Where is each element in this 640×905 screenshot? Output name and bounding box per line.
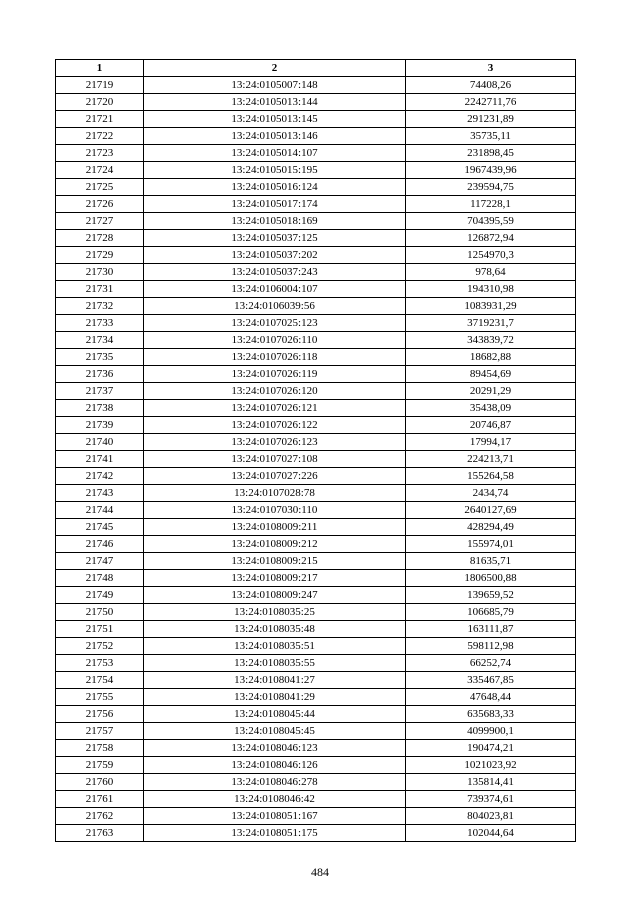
cadastral-number-cell: 13:24:0108035:25 <box>144 604 406 621</box>
table-row <box>56 128 576 145</box>
cadastral-number-cell: 13:24:0107028:78 <box>144 485 406 502</box>
value-cell: 17994,17 <box>406 434 576 451</box>
table-row <box>56 145 576 162</box>
column-header-value: 3 <box>406 60 576 77</box>
value-cell: 35735,11 <box>406 128 576 145</box>
value-cell: 35438,09 <box>406 400 576 417</box>
table-row <box>56 417 576 434</box>
row-number-cell: 21752 <box>56 638 144 655</box>
table-row <box>56 298 576 315</box>
value-cell: 1967439,96 <box>406 162 576 179</box>
table-row <box>56 808 576 825</box>
row-number-cell: 21739 <box>56 417 144 434</box>
cadastral-number-cell: 13:24:0108009:247 <box>144 587 406 604</box>
table-row <box>56 536 576 553</box>
cadastral-number-cell: 13:24:0108041:29 <box>144 689 406 706</box>
row-number-cell: 21738 <box>56 400 144 417</box>
cadastral-number-cell: 13:24:0108035:55 <box>144 655 406 672</box>
cadastral-number-cell: 13:24:0106039:56 <box>144 298 406 315</box>
row-number-cell: 21748 <box>56 570 144 587</box>
table-row <box>56 451 576 468</box>
table-row <box>56 604 576 621</box>
row-number-cell: 21756 <box>56 706 144 723</box>
value-cell: 20746,87 <box>406 417 576 434</box>
cadastral-number-cell: 13:24:0108046:42 <box>144 791 406 808</box>
table-row <box>56 587 576 604</box>
row-number-cell: 21744 <box>56 502 144 519</box>
table-row <box>56 740 576 757</box>
value-cell: 704395,59 <box>406 213 576 230</box>
row-number-cell: 21733 <box>56 315 144 332</box>
table-row <box>56 655 576 672</box>
value-cell: 117228,1 <box>406 196 576 213</box>
table-row <box>56 230 576 247</box>
table-row <box>56 111 576 128</box>
cadastral-number-cell: 13:24:0108046:123 <box>144 740 406 757</box>
cadastral-number-cell: 13:24:0107030:110 <box>144 502 406 519</box>
row-number-cell: 21728 <box>56 230 144 247</box>
cadastral-number-cell: 13:24:0105037:125 <box>144 230 406 247</box>
value-cell: 291231,89 <box>406 111 576 128</box>
table-row <box>56 162 576 179</box>
value-cell: 231898,45 <box>406 145 576 162</box>
value-cell: 1254970,3 <box>406 247 576 264</box>
row-number-cell: 21760 <box>56 774 144 791</box>
row-number-cell: 21719 <box>56 77 144 94</box>
cadastral-number-cell: 13:24:0105015:195 <box>144 162 406 179</box>
table-row <box>56 485 576 502</box>
value-cell: 739374,61 <box>406 791 576 808</box>
cadastral-number-cell: 13:24:0107026:120 <box>144 383 406 400</box>
cadastral-number-cell: 13:24:0107026:121 <box>144 400 406 417</box>
cadastral-number-cell: 13:24:0107026:123 <box>144 434 406 451</box>
cadastral-number-cell: 13:24:0105037:243 <box>144 264 406 281</box>
cadastral-number-cell: 13:24:0108009:217 <box>144 570 406 587</box>
row-number-cell: 21727 <box>56 213 144 230</box>
value-cell: 598112,98 <box>406 638 576 655</box>
table-row <box>56 213 576 230</box>
cadastral-number-cell: 13:24:0108035:51 <box>144 638 406 655</box>
cadastral-number-cell: 13:24:0108035:48 <box>144 621 406 638</box>
row-number-cell: 21753 <box>56 655 144 672</box>
value-cell: 2242711,76 <box>406 94 576 111</box>
row-number-cell: 21736 <box>56 366 144 383</box>
cadastral-number-cell: 13:24:0108051:175 <box>144 825 406 842</box>
value-cell: 1083931,29 <box>406 298 576 315</box>
value-cell: 163111,87 <box>406 621 576 638</box>
cadastral-number-cell: 13:24:0107026:110 <box>144 332 406 349</box>
row-number-cell: 21749 <box>56 587 144 604</box>
cadastral-number-cell: 13:24:0105013:146 <box>144 128 406 145</box>
table-row <box>56 553 576 570</box>
row-number-cell: 21750 <box>56 604 144 621</box>
row-number-cell: 21754 <box>56 672 144 689</box>
cadastral-number-cell: 13:24:0108009:211 <box>144 519 406 536</box>
table-row <box>56 570 576 587</box>
table-row <box>56 621 576 638</box>
table-row <box>56 281 576 298</box>
row-number-cell: 21763 <box>56 825 144 842</box>
value-cell: 66252,74 <box>406 655 576 672</box>
cadastral-number-cell: 13:24:0107026:118 <box>144 349 406 366</box>
cadastral-number-cell: 13:24:0108041:27 <box>144 672 406 689</box>
table-row <box>56 519 576 536</box>
value-cell: 20291,29 <box>406 383 576 400</box>
table-row <box>56 825 576 842</box>
row-number-cell: 21759 <box>56 757 144 774</box>
row-number-cell: 21743 <box>56 485 144 502</box>
value-cell: 428294,49 <box>406 519 576 536</box>
row-number-cell: 21758 <box>56 740 144 757</box>
table-row <box>56 383 576 400</box>
row-number-cell: 21720 <box>56 94 144 111</box>
cadastral-number-cell: 13:24:0105013:145 <box>144 111 406 128</box>
table-row <box>56 247 576 264</box>
row-number-cell: 21747 <box>56 553 144 570</box>
cadastral-number-cell: 13:24:0108046:278 <box>144 774 406 791</box>
row-number-cell: 21726 <box>56 196 144 213</box>
value-cell: 224213,71 <box>406 451 576 468</box>
value-cell: 635683,33 <box>406 706 576 723</box>
value-cell: 3719231,7 <box>406 315 576 332</box>
value-cell: 978,64 <box>406 264 576 281</box>
value-cell: 1021023,92 <box>406 757 576 774</box>
table-row <box>56 366 576 383</box>
value-cell: 126872,94 <box>406 230 576 247</box>
row-number-cell: 21742 <box>56 468 144 485</box>
cadastral-number-cell: 13:24:0105007:148 <box>144 77 406 94</box>
row-number-cell: 21721 <box>56 111 144 128</box>
value-cell: 4099900,1 <box>406 723 576 740</box>
row-number-cell: 21730 <box>56 264 144 281</box>
value-cell: 239594,75 <box>406 179 576 196</box>
row-number-cell: 21761 <box>56 791 144 808</box>
row-number-cell: 21737 <box>56 383 144 400</box>
table-row <box>56 723 576 740</box>
cadastral-number-cell: 13:24:0105018:169 <box>144 213 406 230</box>
table-row <box>56 196 576 213</box>
cadastral-number-cell: 13:24:0105037:202 <box>144 247 406 264</box>
table-row <box>56 672 576 689</box>
value-cell: 2640127,69 <box>406 502 576 519</box>
table-row <box>56 689 576 706</box>
row-number-cell: 21741 <box>56 451 144 468</box>
column-header-number: 1 <box>56 60 144 77</box>
value-cell: 190474,21 <box>406 740 576 757</box>
cadastral-number-cell: 13:24:0105017:174 <box>144 196 406 213</box>
table-row <box>56 638 576 655</box>
table-row <box>56 315 576 332</box>
row-number-cell: 21732 <box>56 298 144 315</box>
table-row <box>56 94 576 111</box>
row-number-cell: 21734 <box>56 332 144 349</box>
value-cell: 81635,71 <box>406 553 576 570</box>
row-number-cell: 21740 <box>56 434 144 451</box>
cadastral-number-cell: 13:24:0107026:119 <box>144 366 406 383</box>
row-number-cell: 21745 <box>56 519 144 536</box>
row-number-cell: 21731 <box>56 281 144 298</box>
row-number-cell: 21762 <box>56 808 144 825</box>
table-row <box>56 706 576 723</box>
cadastral-value-table <box>55 59 576 842</box>
row-number-cell: 21729 <box>56 247 144 264</box>
table-row <box>56 349 576 366</box>
cadastral-number-cell: 13:24:0107026:122 <box>144 417 406 434</box>
cadastral-number-cell: 13:24:0108009:215 <box>144 553 406 570</box>
value-cell: 155264,58 <box>406 468 576 485</box>
table-row <box>56 400 576 417</box>
cadastral-number-cell: 13:24:0108045:44 <box>144 706 406 723</box>
row-number-cell: 21723 <box>56 145 144 162</box>
cadastral-number-cell: 13:24:0105013:144 <box>144 94 406 111</box>
row-number-cell: 21725 <box>56 179 144 196</box>
cadastral-number-cell: 13:24:0105014:107 <box>144 145 406 162</box>
value-cell: 335467,85 <box>406 672 576 689</box>
cadastral-number-cell: 13:24:0108046:126 <box>144 757 406 774</box>
cadastral-number-cell: 13:24:0105016:124 <box>144 179 406 196</box>
value-cell: 89454,69 <box>406 366 576 383</box>
cadastral-number-cell: 13:24:0108051:167 <box>144 808 406 825</box>
value-cell: 47648,44 <box>406 689 576 706</box>
table-row <box>56 264 576 281</box>
value-cell: 102044,64 <box>406 825 576 842</box>
page-number: 484 <box>311 865 329 879</box>
column-header-cadastral-number: 2 <box>144 60 406 77</box>
value-cell: 18682,88 <box>406 349 576 366</box>
cadastral-number-cell: 13:24:0107027:108 <box>144 451 406 468</box>
value-cell: 194310,98 <box>406 281 576 298</box>
table-row <box>56 774 576 791</box>
cadastral-number-cell: 13:24:0108009:212 <box>144 536 406 553</box>
value-cell: 155974,01 <box>406 536 576 553</box>
row-number-cell: 21746 <box>56 536 144 553</box>
value-cell: 74408,26 <box>406 77 576 94</box>
table-header-row <box>56 60 576 77</box>
table-row <box>56 757 576 774</box>
row-number-cell: 21724 <box>56 162 144 179</box>
value-cell: 804023,81 <box>406 808 576 825</box>
table-row <box>56 77 576 94</box>
value-cell: 135814,41 <box>406 774 576 791</box>
row-number-cell: 21751 <box>56 621 144 638</box>
value-cell: 139659,52 <box>406 587 576 604</box>
cadastral-number-cell: 13:24:0108045:45 <box>144 723 406 740</box>
table-row <box>56 434 576 451</box>
cadastral-number-cell: 13:24:0107025:123 <box>144 315 406 332</box>
row-number-cell: 21757 <box>56 723 144 740</box>
cadastral-number-cell: 13:24:0107027:226 <box>144 468 406 485</box>
value-cell: 2434,74 <box>406 485 576 502</box>
cadastral-number-cell: 13:24:0106004:107 <box>144 281 406 298</box>
value-cell: 1806500,88 <box>406 570 576 587</box>
row-number-cell: 21735 <box>56 349 144 366</box>
table-row <box>56 468 576 485</box>
table-body <box>56 77 576 842</box>
table-row <box>56 502 576 519</box>
row-number-cell: 21755 <box>56 689 144 706</box>
row-number-cell: 21722 <box>56 128 144 145</box>
table-row <box>56 179 576 196</box>
value-cell: 106685,79 <box>406 604 576 621</box>
value-cell: 343839,72 <box>406 332 576 349</box>
table-row <box>56 791 576 808</box>
table-row <box>56 332 576 349</box>
